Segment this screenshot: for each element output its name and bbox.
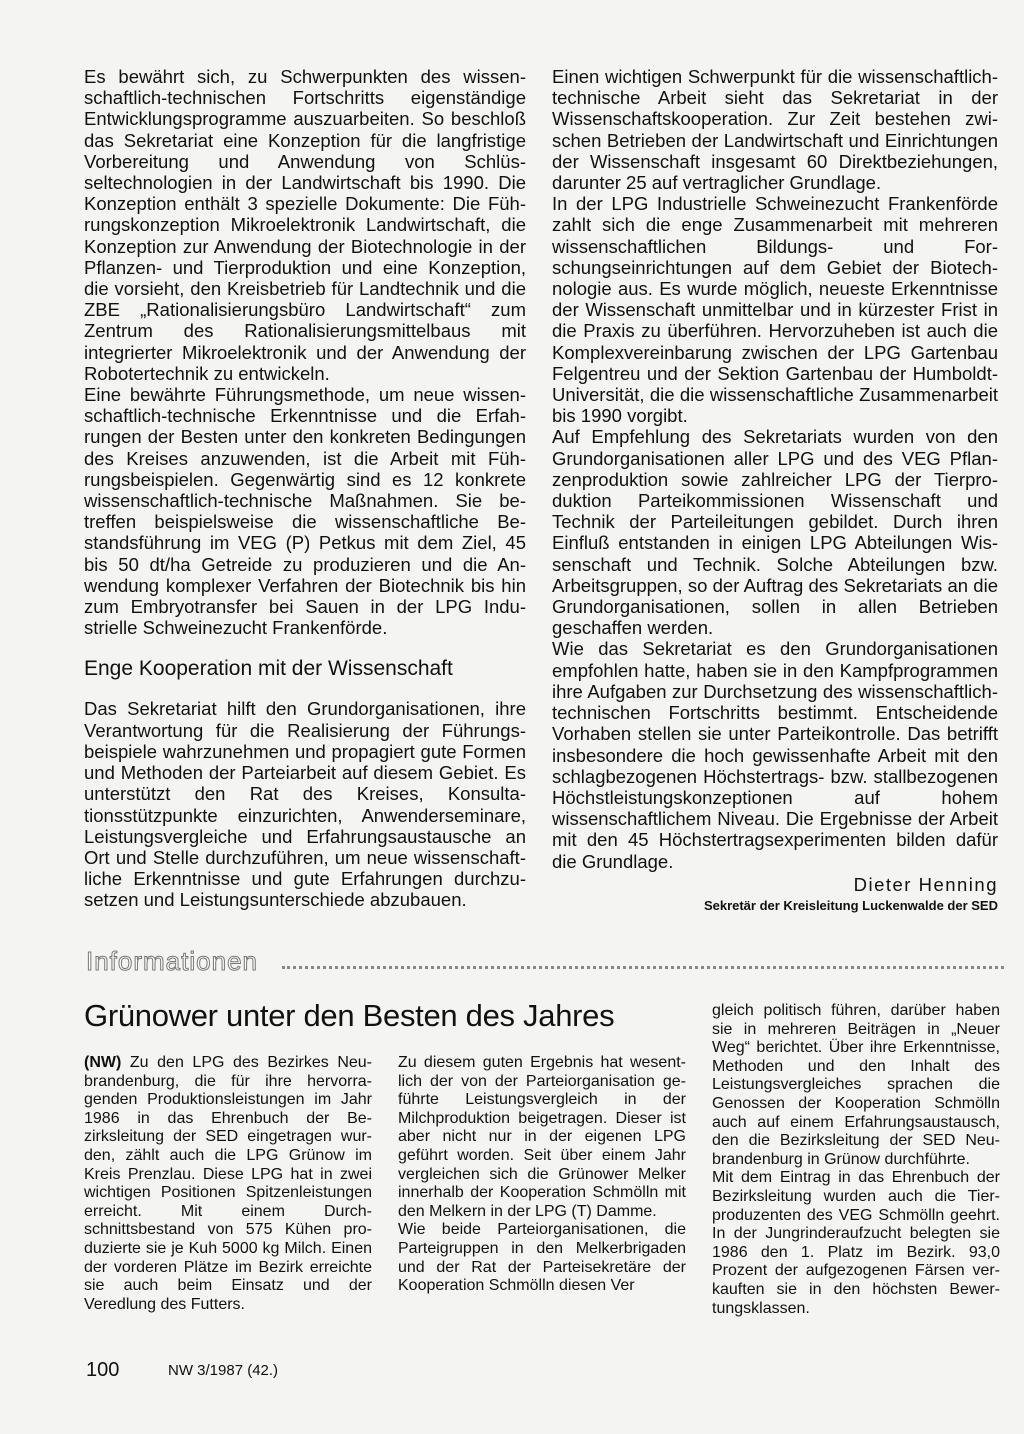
author-role: Sekretär der Kreisleitung Luckenwalde der SED <box>703 897 998 913</box>
paragraph: Eine bewährte Führungsmethode, um neue wissenschaftlich-technische Erkenntnisse und die Erfahrungen der Besten unter den konkreten Bedingungen des Kreises anzuwenden, ist die Arbeit mit Führungsbeispielen. Gegenwärtig sind es 12 konkrete wissenschaftlich-technische Maßnahmen. Sie betreffen beispielsweise die wissenschaftliche Bestandsführung im VEG (P) Petkus mit dem Ziel, 45 bis 50 dt/ha Getreide zu produzieren und die Anwendung komplexer Verfahren der Biotechnik bis hin zum Embryotransfer bei Sauen in der LPG Industrielle Schweinezucht Frankenförde. <box>84 384 526 639</box>
section-label: Informationen <box>86 946 258 976</box>
paragraph: Zu diesem guten Ergebnis hat wesentlich der von der Parteiorganisation geführte Leistungsvergleich in der Milchproduktion beigetragen. Dieser ist aber nicht nur in der eigenen LPG geführt worden. Seit über einem Jahr vergleichen sich die Grünower Melker innerhalb der Kooperation Schmölln mit den Melkern in der LPG (T) Damme. <box>398 1054 686 1220</box>
paragraph: Es bewährt sich, zu Schwerpunkten des wissenschaftlich-technischen Fortschritts eigenständige Entwicklungsprogramme auszuarbeiten. So beschloß das Sekretariat eine Konzeption für die langfristige Vorbereitung und Anwendung von Schlüsseltechnologien in der Landwirtschaft bis 1990. Die Konzeption enthält 3 spezielle Dokumente: Die Führungskonzeption Mikroelektronik Landwirtschaft, die Konzeption zur Anwendung der Biotechnologie in der Pflanzen- und Tierproduktion und eine Konzeption, die vorsieht, den Kreisbetrieb für Landtechnik und die ZBE „Rationalisierungsbüro Landwirtschaft“ zum Zentrum des Rationalisierungsmittelbaus mit integrierter Mikroelektronik und der Anwendung der Robotertechnik zu entwickeln. <box>84 66 526 384</box>
subheading: Enge Kooperation mit der Wissenschaft <box>84 657 453 681</box>
paragraph: Wie beide Parteiorganisationen, die Parteigruppen in den Melkerbrigaden und der Rat der Parteisekretäre der Kooperation Schmölln diesen Ver <box>398 1221 686 1295</box>
news-lead-tag: (NW) <box>84 1054 122 1071</box>
paragraph: In der LPG Industrielle Schweinezucht Frankenförde zahlt sich die enge Zusammenarbeit mit mehreren wissenschaftlichen Bildungs- und Forschungseinrichtungen auf dem Gebiet der Biotechnologie aus. Es wurde möglich, neueste Erkenntnisse der Wissenschaft unmittelbar und in kürzester Frist in die Praxis zu überführen. Hervorzuheben ist auch die Komplexvereinbarung zwischen der LPG Gartenbau Felgentreu und der Sektion Gartenbau der Humboldt-Universität, die die wissenschaftliche Zusammenarbeit bis 1990 vorgibt. <box>552 193 998 427</box>
paragraph: Das Sekretariat hilft den Grundorganisationen, ihre Verantwortung für die Realisierung der Führungsbeispiele wahrzunehmen und propagiert gute Formen und Methoden der Parteiarbeit auf diesem Gebiet. Es unterstützt den Rat des Kreises, Konsultationsstützpunkte einzurichten, Anwenderseminare, Leistungsvergleiche und Erfahrungsaustausche an Ort und Stelle durchzuführen, um neue wissenschaftliche Erkenntnisse und gute Erfahrungen durchzusetzen und Leistungsunterschiede abzubauen. <box>84 698 526 911</box>
page-number: 100 <box>86 1359 120 1381</box>
article-column-right <box>552 66 998 915</box>
paragraph: Mit dem Eintrag in das Ehrenbuch der Bezirksleitung wurden auch die Tierproduzenten des VEG Schmölln geehrt. In der Jungrinderaufzucht belegten sie 1986 den 1. Platz im Bezirk. 93,0 Prozent der aufgezogenen Färsen verkauften sie in den höchsten Bewertungsklassen. <box>712 1169 1000 1317</box>
news-column-2 <box>398 1054 686 1296</box>
issue-label: NW 3/1987 (42.) <box>168 1362 279 1379</box>
paragraph <box>84 1054 372 1314</box>
dotted-rule <box>282 966 1004 969</box>
paragraph: Einen wichtigen Schwerpunkt für die wissenschaftlich-technische Arbeit sieht das Sekretariat in der Wissenschaftskooperation. Zur Zeit bestehen zwischen Betrieben der Landwirtschaft und Einrichtungen der Wissenschaft insgesamt 60 Direktbeziehungen, darunter 25 auf vertraglicher Grundlage. <box>552 66 998 194</box>
paragraph: gleich politisch führen, darüber haben sie in mehreren Beiträgen in „Neuer Weg“ berichtet. Über ihre Erkenntnisse, Methoden und den Inhalt des Leistungsvergleiches sprachen die Genossen der Kooperation Schmölln auch auf einem Erfahrungsaustausch, den die Bezirksleitung der SED Neubrandenburg in Grünow durchführte. <box>712 1002 1000 1168</box>
author-name: Dieter Henning <box>853 873 998 895</box>
paragraph: Wie das Sekretariat es den Grundorganisationen empfohlen hatte, haben sie in den Kampfprogrammen ihre Aufgaben zur Durchsetzung des wissenschaftlich-technischen Fortschritts bestimmt. Entscheidende Vorhaben stellen sie unter Parteikontrolle. Das betrifft insbesondere die hoch gewissenhafte Arbeit mit den schlagbezogenen Höchstertrags- bzw. stallbezogenen Höchstleistungskonzeptionen auf hohem wissenschaftlichem Niveau. Die Ergebnisse der Arbeit mit den 45 Höchstertragsexperimenten bilden dafür die Grundlage. <box>552 638 998 872</box>
paragraph: Auf Empfehlung des Sekretariats wurden von den Grundorganisationen aller LPG und des VEG Pflanzenproduktion sowie zahlreicher LPG der Tierproduktion Parteikommissionen Wissenschaft und Technik der Parteileitungen gebildet. Durch ihren Einfluß entstanden in einigen LPG Abteilungen Wissenschaft und Technik. Solche Abteilungen bzw. Arbeitsgruppen, so der Auftrag des Sekretariats an die Grundorganisationen, sollen in allen Betrieben geschaffen werden. <box>552 426 998 639</box>
news-column-1 <box>84 1054 372 1314</box>
news-column-3 <box>712 1002 1000 1318</box>
news-text: Zu den LPG des Bezirkes Neubrandenburg, die für ihre hervorragenden Produktionsleistungen im Jahr 1986 in das Ehrenbuch der Bezirksleitung der SED eingetragen wurden, zählt auch die LPG Grünow im Kreis Prenzlau. Diese LPG hat in zwei wichtigen Positionen Spitzenleistungen erreicht. Mit einem Durchschnittsbestand von 575 Kühen produzierte sie je Kuh 5000 kg Milch. Einen der vorderen Plätze im Bezirk erreichte sie auch beim Einsatz und der Veredlung des Futters. <box>84 1054 372 1313</box>
section-label-row <box>86 946 1004 980</box>
news-headline: Grünower unter den Besten des Jahres <box>84 998 615 1033</box>
article-column-left <box>84 66 526 911</box>
